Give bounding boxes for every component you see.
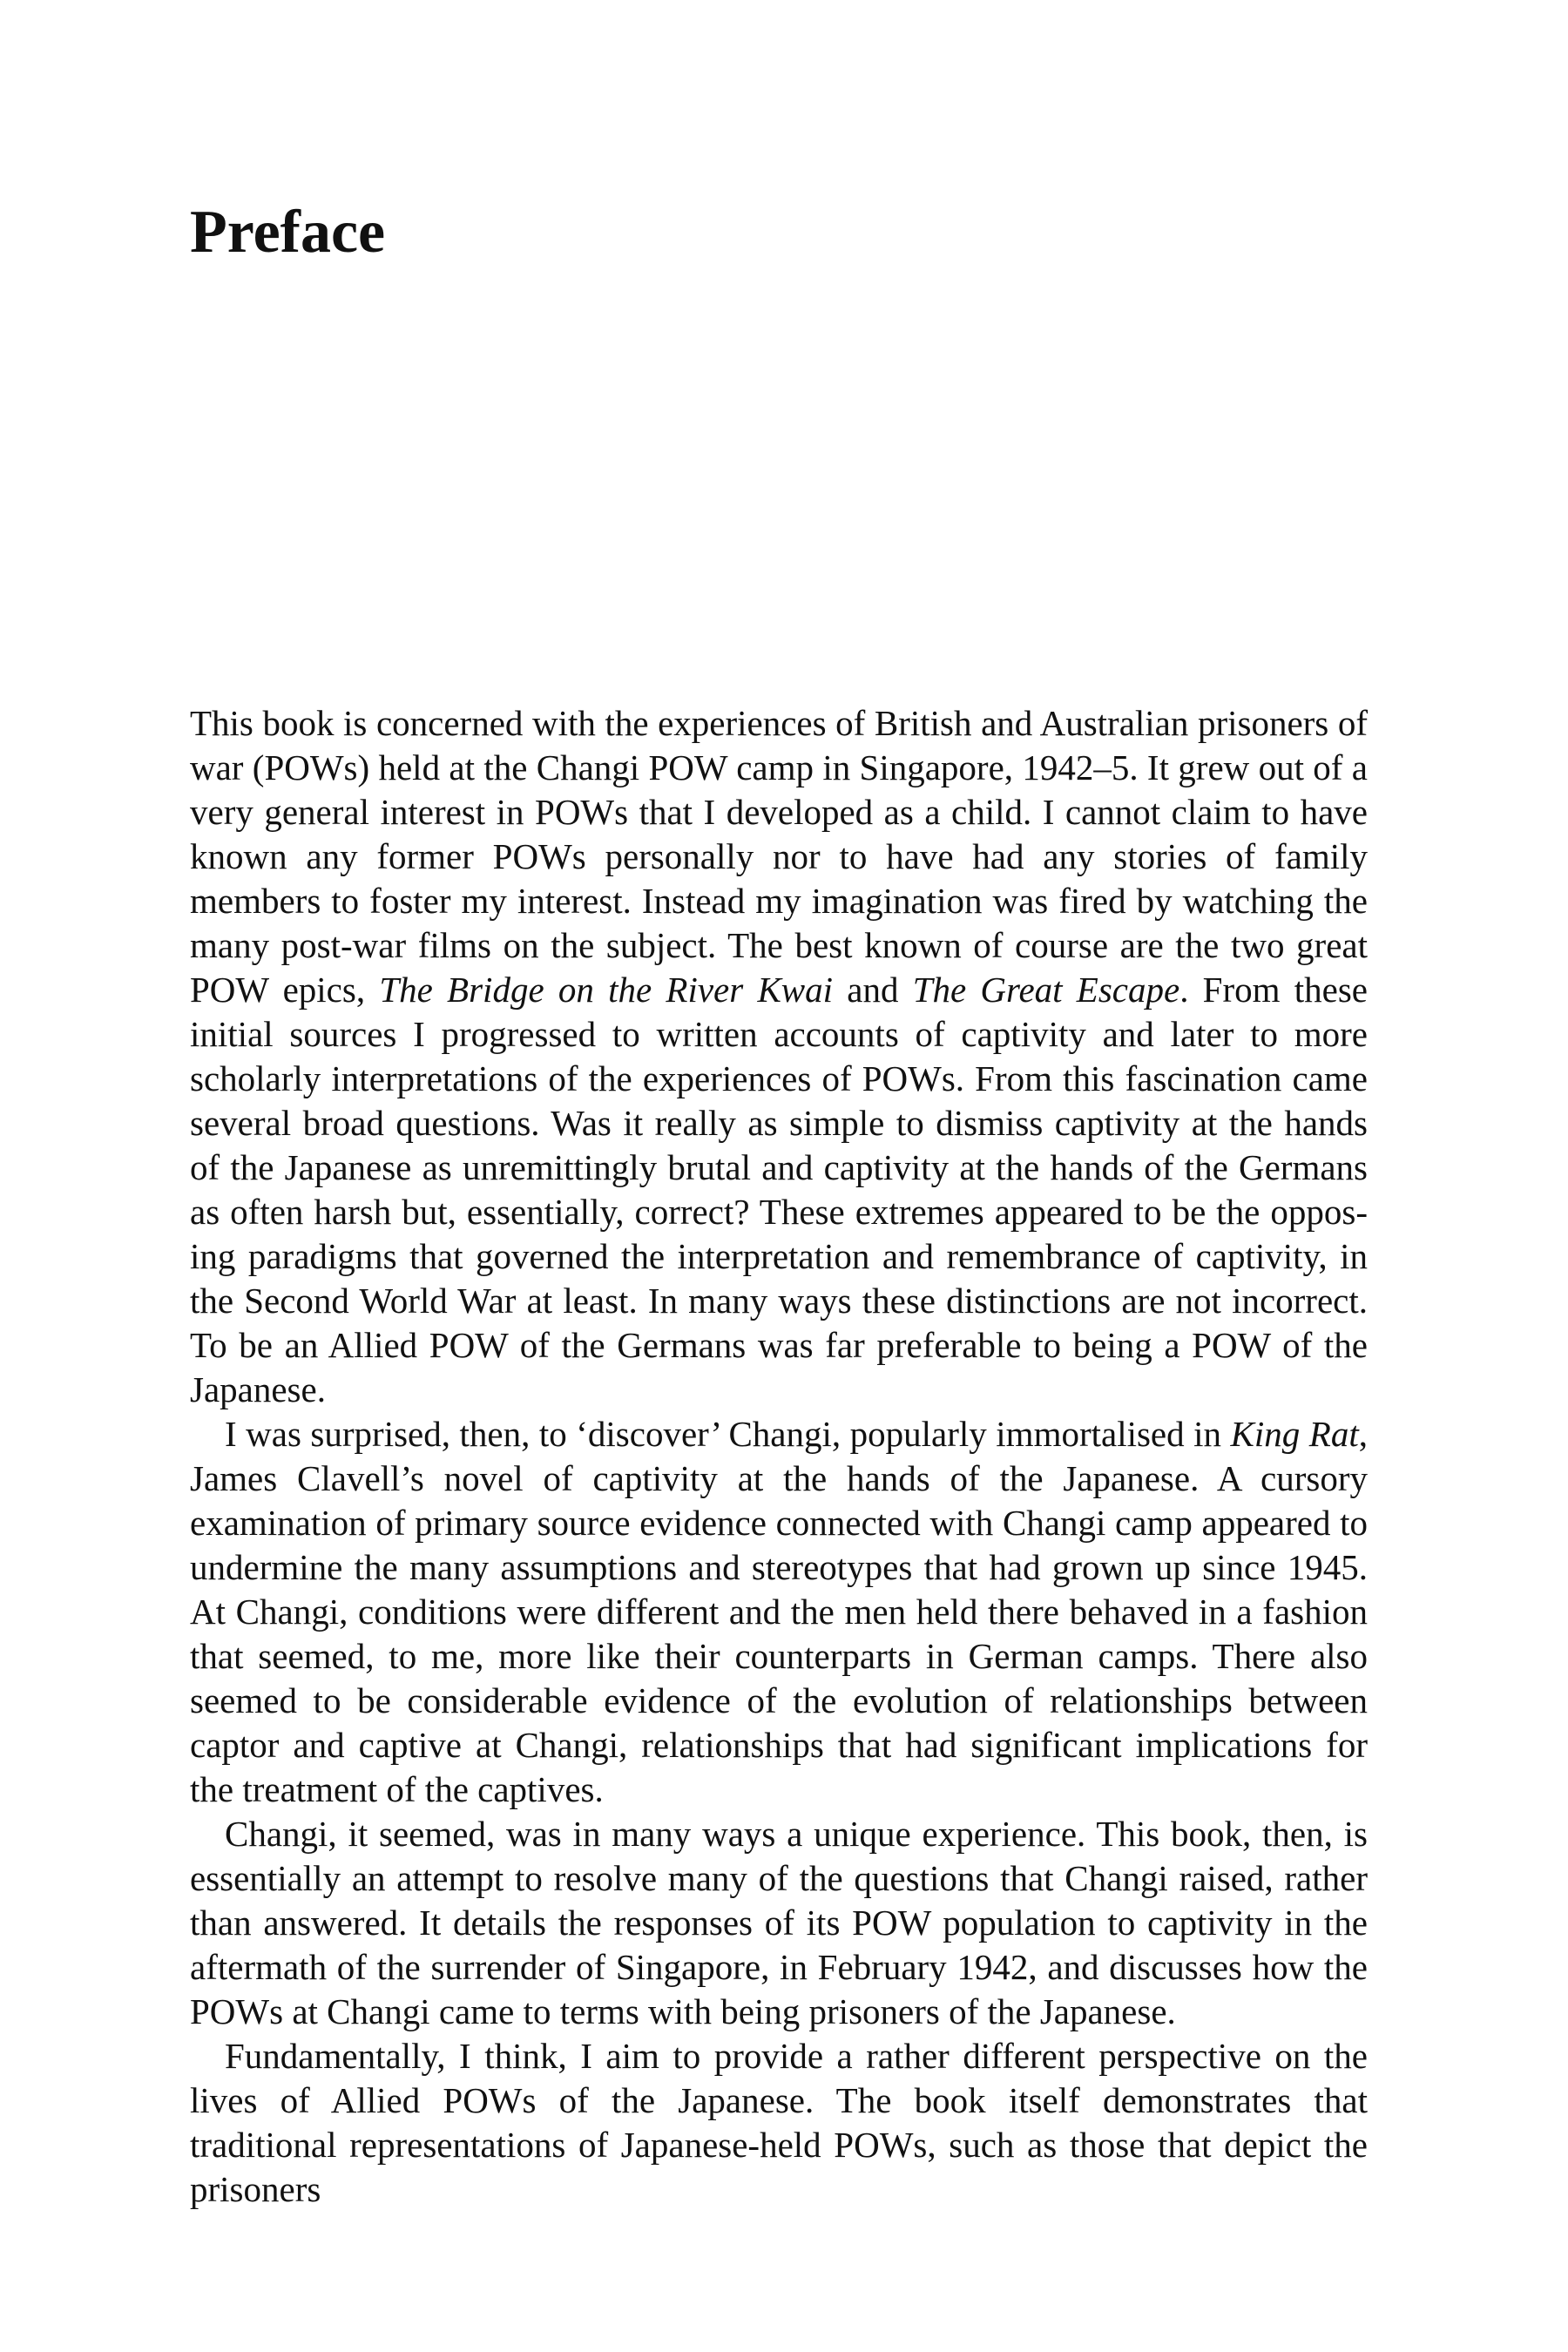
paragraph-text: Changi, it seemed, was in many ways a unique experience. This book, then, is essentially an attempt to resolve many of the questions that Changi raised, rather than answered. It details the responses of its POW population to captivity in the aftermath of the surrender of Singapore, in February 1942, and discusses how the POWs at Changi came to terms with being prisoners of the Japanese.	[190, 1814, 1368, 2031]
paragraph-text: . From these initial sources I progressed to written accounts of captivity and later to more scholarly interpretations of the experiences of POWs. From this fascination came several broad questions. Was it really as simple to dismiss captivity at the hands of the Japanese as unremittingly brutal and captivity at the hands of the Germans as often harsh but, essentially, correct? These extremes appeared to be the opposing paradigms that governed the interpretation and remembrance of captivity, in the Second World War at least. In many ways these distinctions are not incorrect. To be an Allied POW of the Germans was far preferable to being a POW of the Japanese.	[190, 970, 1369, 1409]
film-title-italic: The Great Escape	[912, 970, 1180, 1010]
preface-body	[190, 701, 1368, 2212]
novel-title-italic: King Rat	[1230, 1414, 1359, 1454]
paragraph-1	[190, 701, 1368, 1412]
paragraph-text: I was surprised, then, to ‘discover’ Changi, popularly immortalised in	[225, 1414, 1231, 1454]
paragraph-text: and	[833, 970, 913, 1010]
paragraph-3	[190, 1812, 1368, 2034]
paragraph-text: This book is concerned with the experiences of British and Australian prisoners of war (POWs) held at the Changi POW camp in Singapore, 1942–5. It grew out of a very general interest in POWs that I developed as a child. I cannot claim to have known any former POWs personally nor to have had any stories of family members to foster my interest. Instead my imagination was fired by watching the many post-war films on the subject. The best known of course are the two great POW epics,	[190, 703, 1368, 1010]
chapter-title: Preface	[190, 199, 386, 266]
paragraph-4	[190, 2034, 1368, 2212]
paragraph-2	[190, 1412, 1368, 1812]
paragraph-text: Fundamentally, I think, I aim to provide a rather different perspective on the lives of Allied POWs of the Japanese. The book itself demonstrates that traditional representations of Japanese-held POWs, such as those that depict the prisoners	[190, 2036, 1368, 2209]
paragraph-text: , James Clavell’s novel of captivity at the hands of the Japanese. A cursory examination of primary source evidence connected with Changi camp appeared to undermine the many assumptions and stereotypes that had grown up since 1945. At Changi, conditions were different and the men held there behaved in a fashion that seemed, to me, more like their counterparts in German camps. There also seemed to be considerable evidence of the evolution of relationships between captor and captive at Changi, relationships that had significant implications for the treatment of the captives.	[190, 1414, 1368, 1809]
film-title-italic: The Bridge on the River Kwai	[379, 970, 834, 1010]
